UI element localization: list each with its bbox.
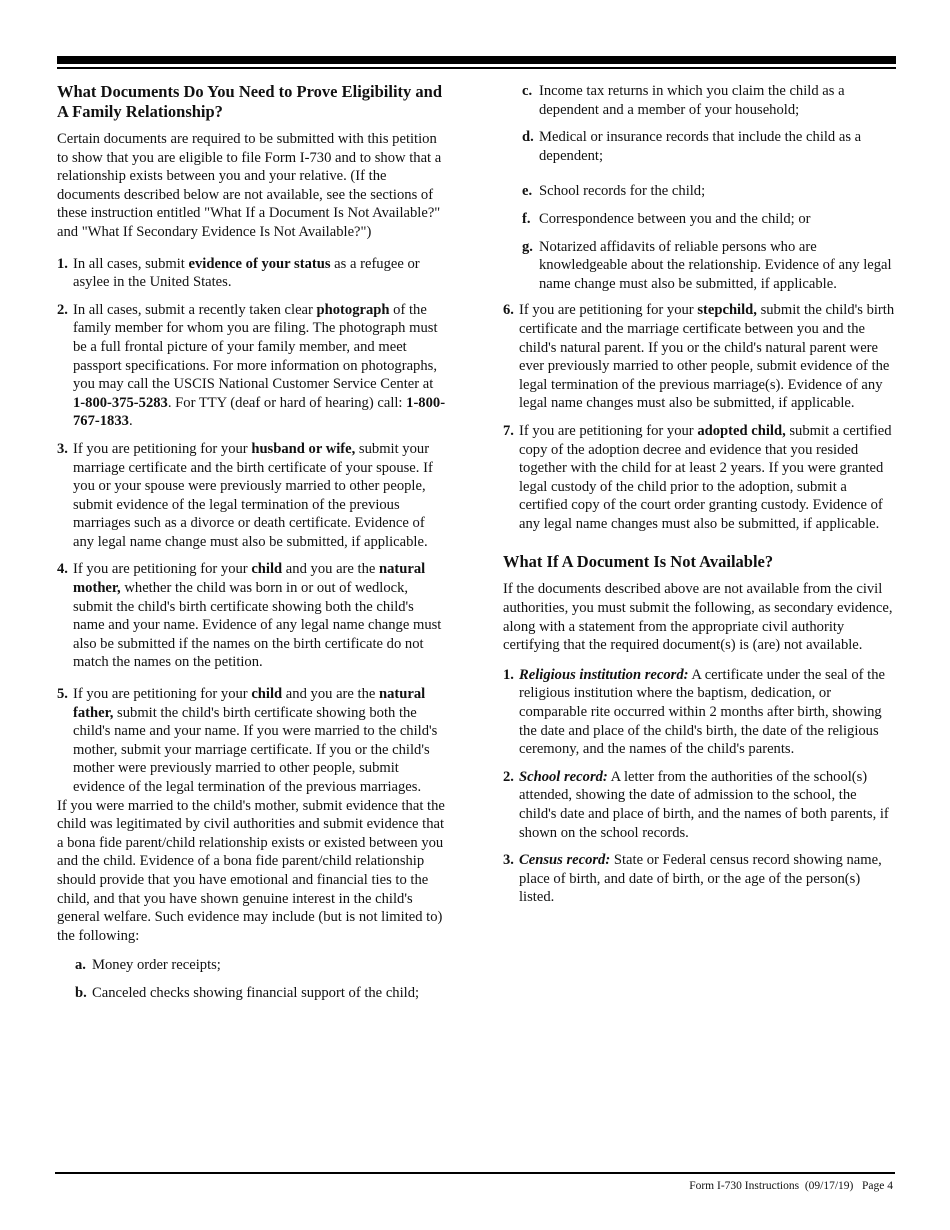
item-number: 7.	[503, 422, 514, 439]
header-rule-thin	[57, 67, 896, 69]
phone-number-tty: 1-800-767-1833	[73, 394, 446, 430]
intro-paragraph: Certain documents are required to be submitted with this petition to show that you are eligible to file Form I-730 and to show that a relationship exists between you and your relative. (If the documents described below are not available, see the sections of these instruction entitled "What If a Document Is Not Available?" and "What If Secondary Evidence Is Not Available?")	[57, 131, 442, 240]
header-rule-thick	[57, 56, 896, 64]
list-item-2: 2. In all cases, submit a recently taken clear photograph of the family member for whom you are filing. The photograph must be a full frontal picture of your family member, and meet passport specifications. For more information on photographs, you may call the USCIS National Customer Service Center at 1-800-375-5283. For TTY (deaf or hard of hearing) call: 1-800-767-1833.	[57, 301, 446, 430]
footer-rule	[55, 1172, 895, 1174]
list-item-3: 3. If you are petitioning for your husband or wife, submit your marriage certificate and the birth certificate of your spouse. If you or your spouse were previously married to other people, submit evidence of the legal termination of the previous marriages such as a divorce or death certificate. Evidence of any legal name change must also be submitted, if applicable.	[57, 440, 433, 550]
secondary-item-1: 1. Religious institution record: A certificate under the seal of the religious institution where the baptism, dedication, or comparable rite occurred within 2 months after birth, showing the date and place of the child's birth, the date of the religious ceremony, and the names of the child's parents.	[503, 666, 886, 758]
item-number: 2.	[503, 768, 514, 785]
section-heading-not-available: What If A Document Is Not Available?	[503, 552, 774, 572]
sub-item-d: d. Medical or insurance records that include the child as a dependent;	[522, 129, 862, 164]
secondary-item-2: 2. School record: A letter from the authorities of the school(s) attended, showing the date of admission to the school, the child's date and place of birth, and the names of both parents, if shown on the school records.	[503, 768, 889, 841]
list-item-5: 5. If you are petitioning for your child and you are the natural father, submit the child's birth certificate showing both the child's name and your name. If you were married to the child's mother, submit your marriage certificate. If you or the child's mother were previously married to other people, submit evidence of the legal termination of the previous marriages.	[57, 686, 438, 795]
item-number: 6.	[503, 302, 514, 319]
item-number: 1.	[503, 666, 514, 683]
sub-item-c: c. Income tax returns in which you claim the child as a dependent and a member of your household;	[522, 83, 845, 118]
list-item-4: 4. If you are petitioning for your child and you are the natural mother, whether the child was born in or out of wedlock, submit the child's birth certificate showing both the child's name and your name. Evidence of any legal name change must also be submitted if the names on the birth certificate do not match the names on the petition.	[57, 561, 442, 671]
item-number: 1.	[57, 255, 68, 272]
item-number: 4.	[57, 561, 68, 578]
sub-item-a: a. Money order receipts;	[75, 957, 221, 974]
not-available-intro: If the documents described above are not available from the civil authorities, you must submit the following, as secondary evidence, along with a statement from the appropriate civil authority certifying that the required document(s) is (are) not available.	[503, 581, 893, 654]
item-number: 5.	[57, 686, 68, 703]
item-5-paragraph-2: If you were married to the child's mother, submit evidence that the child was legitimated by civil authorities and submit evidence that a bona fide parent/child relationship exists or existed between you and the child. Evidence of a bona fide parent/child relationship should provide that you have emotional and financial ties to the child, and that you have shown genuine interest in the child's general welfare. Such evidence may include (but is not limited to) the following:	[57, 797, 445, 944]
page-footer: Form I-730 Instructions (09/17/19) Page 4	[689, 1180, 893, 1192]
item-number: 3.	[57, 440, 68, 457]
right-column	[503, 82, 897, 907]
item-number: 2.	[57, 301, 68, 318]
sub-item-b: b. Canceled checks showing financial support of the child;	[75, 984, 420, 1001]
section-heading-eligibility: What Documents Do You Need to Prove Eligibility and A Family Relationship?	[57, 82, 443, 121]
sub-item-e: e. School records for the child;	[522, 183, 706, 200]
item-number: 3.	[503, 852, 514, 869]
list-item-7: 7. If you are petitioning for your adopted child, submit a certified copy of the adoption decree and evidence that you resided together with the child for at least 2 years. If you were granted legal custody of the child prior to the adoption, submit a certified copy of the court order granting custody. Evidence of any legal name changes must also be submitted, if applicable.	[503, 422, 892, 532]
list-item-1: 1. In all cases, submit evidence of your status as a refugee or asylee in the United States.	[57, 255, 420, 291]
sub-item-g: g. Notarized affidavits of reliable persons who are knowledgeable about the relationship. Evidence of any legal name change must also be submitted, if applicable.	[522, 238, 892, 292]
sub-item-f: f. Correspondence between you and the child; or	[522, 210, 811, 227]
secondary-item-3: 3. Census record: State or Federal census record showing name, place of birth, and date of birth, or the age of the person(s) listed.	[503, 852, 882, 906]
phone-number-ncsc: 1-800-375-5283	[73, 394, 168, 411]
left-column	[57, 82, 447, 1003]
list-item-6: 6. If you are petitioning for your stepchild, submit the child's birth certificate and the marriage certificate between you and the child's natural parent. If you or the child's natural parent were ever previously married to other people, submit evidence of the legal termination of the previous marriage(s). Evidence of any legal name changes must also be submitted, if applicable.	[503, 302, 895, 412]
